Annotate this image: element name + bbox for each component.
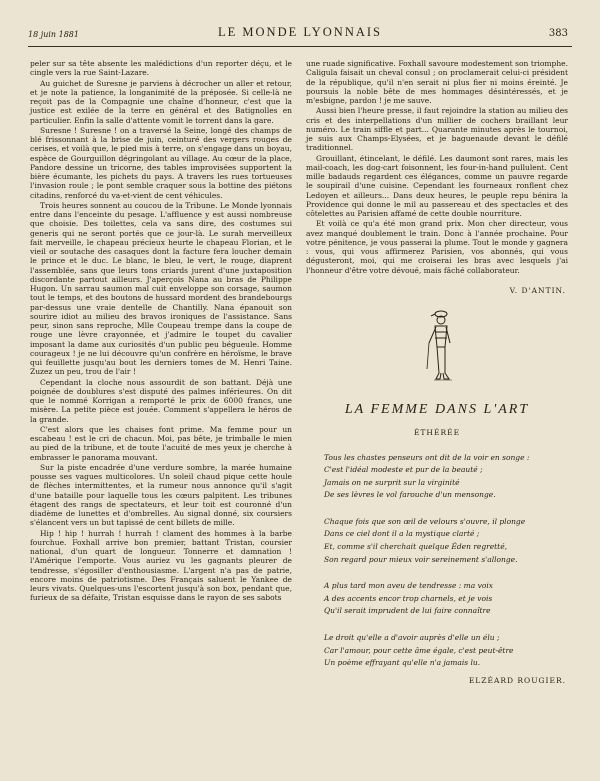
poem-line: A des accents encor trop charnels, et je vois [324, 593, 493, 603]
poem-line: De ses lèvres le vol farouche d'un mensonge. [324, 490, 496, 500]
article-signature: V. D'ANTIN. [509, 285, 566, 295]
jockey-figure-icon [424, 307, 458, 395]
poem-title: LA FEMME DANS L'ART [344, 402, 530, 417]
page-number: 383 [548, 28, 568, 39]
article-paragraph: C'est alors que les chaises font prime. Ma femme pour un escabeau ! est le cri de chacun. Moi, pas bête, je trimballe le mien au pied de la tribune, et de toute l'acuité de mes yeux je cherche à embrasser le panorama mouvant. [30, 424, 292, 462]
poem-line: A plus tard mon aveu de tendresse : ma voix [324, 581, 494, 591]
article-paragraph: Suresne ! Suresne ! on a traversé la Seine, longé des champs de blé frissonnant à la brise de juin, ceinturé des vergers rouges de cerises, et voilà que, le pied mis à terre, on s'engage dans un boyau, espèce de Gourguillon dégringolant au village. Au cœur de la place, Pandore dessine un tricorne, des tables improvisées supportent la bière écumante, les pichets du pays. A travers les rues tortueuses l'invasion roule ; le pont semble craquer sous la bottine des piétons citadins, renforcé du va-et-vient de cent véhicules. [30, 125, 292, 200]
article-paragraph: Hip ! hip ! hurrah ! hurrah ! clament des hommes à la barbe fourchue. Foxhall arrive bon premier, battant Tristan, coursier national, d'un quart de longueur. Tonnerre et damnation ! l'Amérique l'emporte. Vous auriez vu les gagnants pleurer de tendresse, s'égosiller d'enthousiasme. L'argent n'a pas de patrie, encore moins de patriotisme. Des Français saluent le Yankee de leurs vivats. Quelques-uns l'escortent jusqu'à son box, pendant que, furieux de sa défaite, Tristan esquisse dans le rayon de ses sabots [30, 528, 292, 603]
article-paragraph: peler sur sa tête absente les malédictions d'un reporter déçu, et le cingle vers la rue Saint-Lazare. [30, 59, 292, 78]
poem-line: Un poème effrayant qu'elle n'a jamais lu. [324, 658, 481, 668]
poem-author: ELZÉARD ROUGIER. [468, 675, 566, 685]
header-rule [28, 46, 572, 47]
poem-stanza [324, 452, 568, 502]
issue-date: 18 juin 1881 [28, 30, 79, 39]
poem-stanza [324, 516, 568, 566]
article-paragraph: Et voilà ce qu'a été mon grand prix. Mon cher directeur, vous avez manqué doublement le train. Donc à l'année prochaine. Pour votre pénitence, je vous passerai la plume. Tout le monde y gagnera : vous, qui vous affirmerez Parisien, vos abonnés, qui vous dégusteront, moi, qui me croiserai les bras avec lesquels j'ai l'honneur d'être votre dévoué, mais fâché collaborateur. [306, 219, 568, 275]
article-paragraph: une ruade significative. Foxhall savoure modestement son triomphe. Caligula faisait un cheval consul ; on proclamerait celui-ci président de la république, qu'il n'en serait ni plus fier ni moins éreinté. Je poursuis la noble bête de mes hommages désintéressés, et je m'esbigne, pardon ! je me sauve. [306, 59, 568, 105]
poem-stanza [324, 632, 568, 670]
article-paragraph: Sur la piste encadrée d'une verdure sombre, la marée humaine pousse ses vagues multicolores. Un soleil chaud pique cette houle de flèches intermittentes, et la rumeur nous annonce qu'il s'agit d'une bataille pour laquelle tous les cœurs palpitent. Les tribunes étagent des rangs de spectateurs, et leur toit est couronné d'un diadème de lunettes et d'ombrelles. Au signal donné, six coursiers s'élancent vers un but tapissé de cent billets de mille. [30, 462, 292, 528]
poem-stanza [324, 580, 568, 618]
poem-line: Dans ce ciel dont il a la mystique clarté ; [324, 529, 480, 539]
poem-line: Son regard pour mieux voir sereinement s'allonge. [324, 554, 518, 564]
article-paragraph: Grouillant, étincelant, le défilé. Les daumont sont rares, mais les mail-coach, les dog-cart foisonnent, les four-in-hand pullulent. Cent mille badauds regardent ces élégances, comme un pauvre regarde le soupirail d'une cuisine. Cependant les fourneaux ronflent chez Ledoyen et ailleurs... Dans deux heures, le peuple repu bénira la Providence qui donne le mil au passereau et des spectacles et des côtelettes au Parisien affamé de cette double nourriture. [306, 153, 568, 218]
right-column [306, 59, 568, 685]
poem-line: Car l'amour, pour cette âme égale, c'est peut-être [324, 645, 514, 655]
jockey-illustration [306, 307, 568, 397]
poem-line: Chaque fois que son œil de velours s'ouvre, il plonge [324, 516, 526, 526]
article-paragraph: Au guichet de Suresne je parviens à décrocher un aller et retour, et je note la patience, la longanimité de la préposée. Si celle-là ne reçoit pas de la Compagnie une chaîne d'honneur, c'est que la justice est exilée de la terre en général et des Batignolles en particulier. Enfin la salle d'attente vomit le torrent dans la gare. [30, 78, 292, 125]
poem-line: Et, comme s'il cherchait quelque Éden regretté, [324, 542, 508, 552]
poem-line: C'est l'idéal modeste et pur de la beauté ; [324, 465, 483, 475]
poem-line: Qu'il serait imprudent de lui faire connaître [324, 606, 491, 616]
article-paragraph: Cependant la cloche nous assourdit de son battant. Déjà une poignée de doublures s'est disputé des palmes inférieures. On dit que le nommé Korrigan a remporté le prix de 6000 francs, une misère. La petite pièce est jouée. Comment s'appellera le héros de la grande. [30, 377, 292, 424]
poem-line: Tous les chastes penseurs ont dit de la voir en songe : [324, 452, 530, 462]
poem-line: Le droit qu'elle a d'avoir auprès d'elle un élu ; [324, 633, 500, 643]
poem-subtitle: ÉTHÉRÉE [413, 428, 461, 438]
article-paragraph: Aussi bien l'heure presse, il faut rejoindre la station au milieu des cris et des interpellations d'un millier de cochers braillant leur numéro. Le train siffle et part... Quarante minutes après le tournoi, je suis aux Champs-Elysées, et je baguenaude devant le défilé traditionnel. [306, 106, 568, 153]
poem-line: Jamais on ne surprit sur la virginité [324, 477, 460, 487]
masthead-title: LE MONDE LYONNAIS [218, 25, 382, 39]
article-paragraph: Trois heures sonnent au coucou de la Tribune. Le Monde lyonnais entre dans l'enceinte du pesage. L'affluence y est aussi nombreuse que choisie. Des toilettes, cela va sans dire, des costumes sui generis qui ne seront portés que ce jour-là. Le surah merveilleux fait merveille, le chapeau précieux heurte le chapeau Florian, et le vieil or soutache des casaques dont la facture fera loucher demain le prince et le duc. Le blanc, le bleu, le vert, le rouge, diaprent l'assemblée, sans que leurs tons criards jurent d'une juxtaposition discordante partout ailleurs. J'aperçois Nana au bras de Philippe Hugon. Un sarrau saumon mal cuit enveloppe son corsage, saumon tout le temps, et des boutons de hussard mordent des brandebourgs par-dessus une vraie dentelle de Chantilly. Nana épanouit son sourire idiot au milieu des bravos ironiques de l'assistance. Sans peur, sinon sans reproche, Mlle Coupeau trempe dans la coupe de rouge une lèvre crayonnée, et j'admire le toupet du cavalier imposant la dame aux curiosités d'un public peu bégueule. Homme courageux ! je ne lui découvre qu'un confrère en héroïsme, le brave qui feuillette jusqu'au bout les derniers tomes de M. Henri Taine. Zuzez un peu, trou de l'air ! [30, 200, 292, 377]
left-column [30, 59, 292, 604]
